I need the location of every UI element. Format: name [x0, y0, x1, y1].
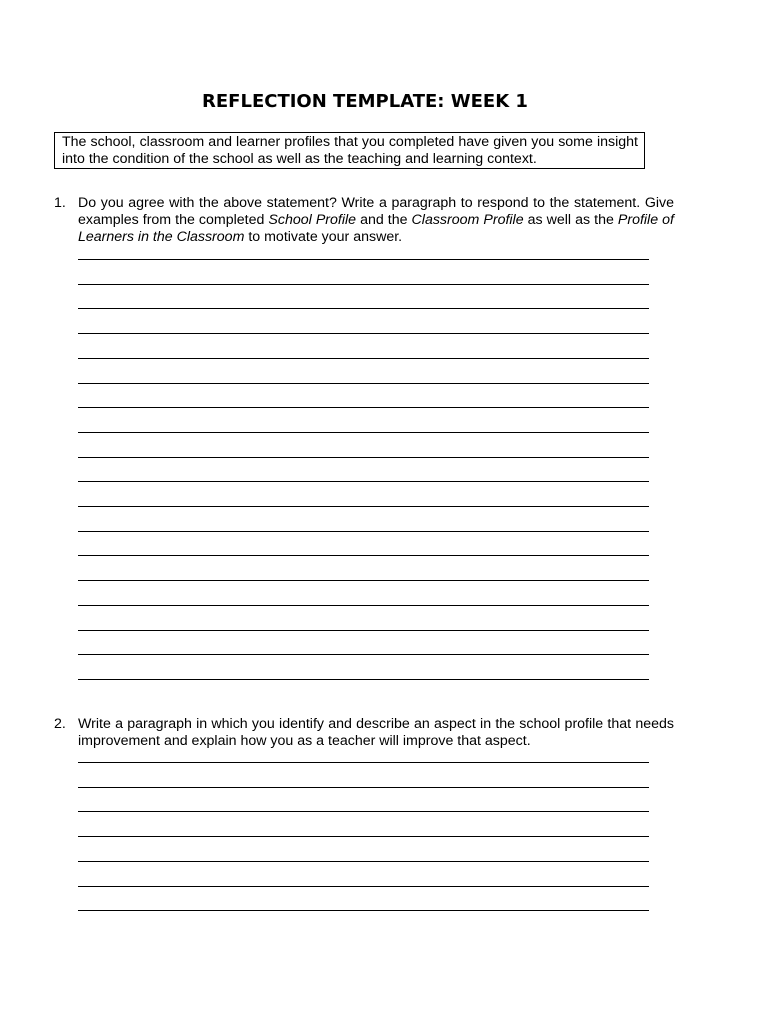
- answer-line[interactable]: [78, 910, 649, 911]
- page-title: REFLECTION TEMPLATE: WEEK 1: [202, 91, 528, 112]
- question-1-text-g: to motivate your answer.: [244, 229, 403, 245]
- question-2-text: Write a paragraph in which you identify and describe an aspect in the school profile that needs improvement and explain how you as a teacher will improve that aspect.: [78, 716, 674, 749]
- answer-line[interactable]: [78, 762, 649, 763]
- answer-line[interactable]: [78, 836, 649, 837]
- answer-line[interactable]: [78, 811, 649, 812]
- answer-line[interactable]: [78, 605, 649, 606]
- answer-line[interactable]: [78, 383, 649, 384]
- question-2-number: 2.: [54, 716, 66, 732]
- answer-line[interactable]: [78, 679, 649, 680]
- answer-line[interactable]: [78, 580, 649, 581]
- answer-line[interactable]: [78, 308, 649, 309]
- question-2: [54, 716, 674, 750]
- question-1-text-a: Do you agree with the above statement? Write a paragraph to respond to the statement. Give examples from the completed: [78, 195, 674, 228]
- answer-line[interactable]: [78, 481, 649, 482]
- question-1-text: [78, 195, 674, 246]
- question-1-text-c: and the: [356, 212, 412, 228]
- answer-line[interactable]: [78, 506, 649, 507]
- answer-line[interactable]: [78, 555, 649, 556]
- answer-line[interactable]: [78, 284, 649, 285]
- answer-line[interactable]: [78, 407, 649, 408]
- answer-line[interactable]: [78, 886, 649, 887]
- intro-box: The school, classroom and learner profiles that you completed have given you some insight into the condition of the school as well as the teaching and learning context.: [54, 132, 645, 169]
- classroom-profile-title: Classroom Profile: [411, 212, 524, 228]
- answer-line[interactable]: [78, 259, 649, 260]
- question-1-number: 1.: [54, 195, 66, 211]
- answer-line[interactable]: [78, 630, 649, 631]
- answer-line[interactable]: [78, 654, 649, 655]
- question-1: [54, 195, 674, 246]
- answer-line[interactable]: [78, 457, 649, 458]
- answer-line[interactable]: [78, 861, 649, 862]
- answer-line[interactable]: [78, 358, 649, 359]
- answer-line[interactable]: [78, 787, 649, 788]
- learners-profile-title: Profile of Learners in the Classroom: [78, 212, 674, 245]
- school-profile-title: School Profile: [268, 212, 357, 228]
- answer-line[interactable]: [78, 333, 649, 334]
- answer-line[interactable]: [78, 531, 649, 532]
- question-1-text-e: as well as the: [523, 212, 618, 228]
- answer-line[interactable]: [78, 432, 649, 433]
